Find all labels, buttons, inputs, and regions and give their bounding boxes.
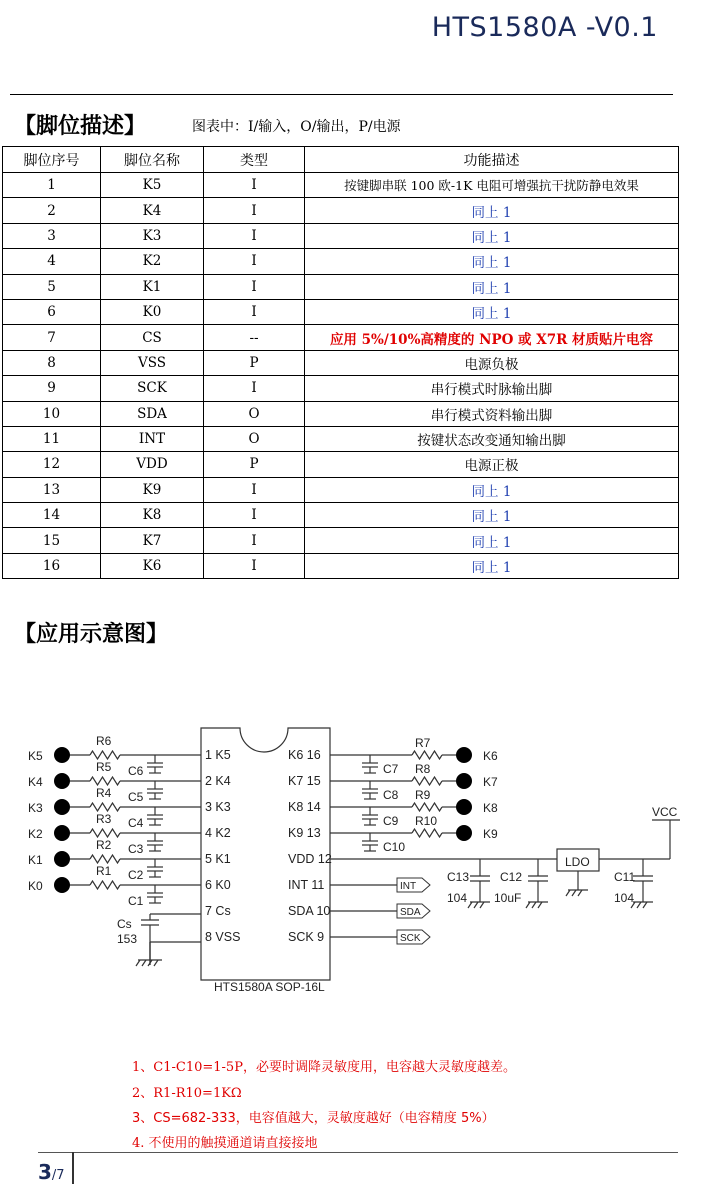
touch-pad-icon bbox=[54, 877, 70, 893]
pin-number-cell: 8 bbox=[3, 350, 101, 375]
right-resistor-label: R9 bbox=[415, 788, 431, 802]
pin-type-cell: -- bbox=[204, 325, 305, 350]
pin-name-cell: K0 bbox=[101, 299, 204, 324]
pin-function-cell: 电源负极 bbox=[305, 350, 679, 375]
chip-left-pin: 2 K4 bbox=[205, 774, 231, 788]
pin-name-cell: K5 bbox=[101, 173, 204, 198]
pin-type-cell: O bbox=[204, 426, 305, 451]
col-pin-number: 脚位序号 bbox=[3, 147, 101, 173]
right-key-label: K7 bbox=[483, 775, 498, 789]
output-port-label: INT bbox=[400, 881, 417, 892]
pin-name-cell: VDD bbox=[101, 452, 204, 477]
resistor-symbol bbox=[90, 777, 120, 785]
left-key-label: K3 bbox=[28, 801, 43, 815]
left-key-label: K4 bbox=[28, 775, 43, 789]
left-cap-label: C6 bbox=[128, 764, 144, 778]
note-4: 4. 不使用的触摸通道请直接接地 bbox=[132, 1136, 318, 1151]
resistor-symbol bbox=[90, 751, 120, 759]
left-cap-label: C5 bbox=[128, 790, 144, 804]
left-resistor-label: R3 bbox=[96, 812, 112, 826]
output-port-label: SCK bbox=[400, 933, 421, 944]
left-key-label: K2 bbox=[28, 827, 43, 841]
touch-pad-icon bbox=[54, 851, 70, 867]
pin-function-cell: 电源正极 bbox=[305, 452, 679, 477]
left-resistor-label: R2 bbox=[96, 838, 112, 852]
resistor-symbol bbox=[412, 829, 442, 837]
c12-label: C12 bbox=[500, 870, 523, 884]
c11-value: 104 bbox=[614, 891, 635, 905]
page-number bbox=[38, 1160, 65, 1184]
c12-value: 10uF bbox=[494, 891, 522, 905]
touch-pad-icon bbox=[54, 773, 70, 789]
pin-type-cell: P bbox=[204, 452, 305, 477]
pin-number-cell: 11 bbox=[3, 426, 101, 451]
table-row bbox=[3, 198, 679, 223]
pin-function-cell: 串行模式资料输出脚 bbox=[305, 401, 679, 426]
page-total: /7 bbox=[51, 1168, 65, 1183]
resistor-symbol bbox=[90, 803, 120, 811]
pin-function-cell: 同上 1 bbox=[305, 503, 679, 528]
table-row bbox=[3, 299, 679, 324]
resistor-symbol bbox=[90, 881, 120, 889]
left-key-label: K5 bbox=[28, 749, 43, 763]
chip-right-pin: SCK 9 bbox=[288, 930, 325, 944]
resistor-symbol bbox=[90, 855, 120, 863]
note-2: 2、R1-R10=1KΩ bbox=[132, 1086, 242, 1101]
pin-table-header bbox=[3, 147, 679, 173]
chip-left-pin: 3 K3 bbox=[205, 800, 231, 814]
right-resistor-label: R8 bbox=[415, 762, 431, 776]
output-port-label: SDA bbox=[400, 907, 421, 918]
resistor-symbol bbox=[412, 751, 442, 759]
pin-number-cell: 10 bbox=[3, 401, 101, 426]
table-row bbox=[3, 503, 679, 528]
resistor-symbol bbox=[412, 803, 442, 811]
left-cap-label: C1 bbox=[128, 894, 144, 908]
right-cap-label: C7 bbox=[383, 762, 399, 776]
table-row bbox=[3, 350, 679, 375]
chip-left-pin: 6 K0 bbox=[205, 878, 231, 892]
pin-number-cell: 12 bbox=[3, 452, 101, 477]
pin-function-cell: 同上 1 bbox=[305, 299, 679, 324]
table-row bbox=[3, 426, 679, 451]
resistor-symbol bbox=[412, 777, 442, 785]
touch-pad-icon bbox=[456, 773, 472, 789]
left-resistor-label: R6 bbox=[96, 734, 112, 748]
pin-type-legend: 图表中：I/输入，O/输出，P/电源 bbox=[192, 119, 401, 135]
table-row bbox=[3, 376, 679, 401]
left-resistor-label: R1 bbox=[96, 864, 112, 878]
chip-right-pin: K6 16 bbox=[288, 748, 321, 762]
pin-number-cell: 9 bbox=[3, 376, 101, 401]
pin-type-cell: I bbox=[204, 274, 305, 299]
vcc-label: VCC bbox=[652, 805, 678, 819]
pin-name-cell: K6 bbox=[101, 553, 204, 578]
chip-right-pin: INT 11 bbox=[288, 878, 325, 892]
chip-left-pin: 4 K2 bbox=[205, 826, 231, 840]
touch-pad-icon bbox=[456, 747, 472, 763]
pin-number-cell: 4 bbox=[3, 249, 101, 274]
col-pin-type: 类型 bbox=[204, 147, 305, 173]
pin-name-cell: SDA bbox=[101, 401, 204, 426]
pin-name-cell: K3 bbox=[101, 223, 204, 248]
pin-function-cell: 同上 1 bbox=[305, 249, 679, 274]
right-key-label: K9 bbox=[483, 827, 498, 841]
pin-type-cell: I bbox=[204, 528, 305, 553]
chip-right-pin: K9 13 bbox=[288, 826, 321, 840]
table-row bbox=[3, 477, 679, 502]
table-row bbox=[3, 249, 679, 274]
pin-function-cell: 串行模式时脉输出脚 bbox=[305, 376, 679, 401]
table-row bbox=[3, 401, 679, 426]
chip-right-pin: K7 15 bbox=[288, 774, 321, 788]
pin-function-cell: 同上 1 bbox=[305, 477, 679, 502]
ldo-label: LDO bbox=[565, 855, 590, 869]
left-resistor-label: R5 bbox=[96, 760, 112, 774]
header-rule bbox=[10, 94, 673, 95]
c11-label: C11 bbox=[614, 870, 636, 884]
col-pin-function: 功能描述 bbox=[305, 147, 679, 173]
chip-label: HTS1580A SOP-16L bbox=[214, 980, 325, 994]
application-schematic bbox=[0, 680, 710, 1000]
col-pin-name: 脚位名称 bbox=[101, 147, 204, 173]
right-key-label: K6 bbox=[483, 749, 498, 763]
pin-type-cell: I bbox=[204, 198, 305, 223]
pin-name-cell: K9 bbox=[101, 477, 204, 502]
left-resistor-label: R4 bbox=[96, 786, 112, 800]
pin-type-cell: O bbox=[204, 401, 305, 426]
pin-name-cell: INT bbox=[101, 426, 204, 451]
table-row bbox=[3, 553, 679, 578]
pin-name-cell: VSS bbox=[101, 350, 204, 375]
application-diagram-heading: 【应用示意图】 bbox=[14, 622, 169, 647]
table-row bbox=[3, 173, 679, 198]
pin-number-cell: 16 bbox=[3, 553, 101, 578]
pin-type-cell: I bbox=[204, 553, 305, 578]
table-row bbox=[3, 452, 679, 477]
c13-value: 104 bbox=[447, 891, 468, 905]
pin-number-cell: 6 bbox=[3, 299, 101, 324]
pin-function-cell: 同上 1 bbox=[305, 223, 679, 248]
touch-pad-icon bbox=[54, 747, 70, 763]
pin-name-cell: K1 bbox=[101, 274, 204, 299]
right-key-label: K8 bbox=[483, 801, 498, 815]
table-row bbox=[3, 223, 679, 248]
chip-right-pin: K8 14 bbox=[288, 800, 321, 814]
pin-number-cell: 15 bbox=[3, 528, 101, 553]
chip-left-pin: 5 K1 bbox=[205, 852, 231, 866]
pin-function-cell: 同上 1 bbox=[305, 274, 679, 299]
touch-pad-icon bbox=[456, 825, 472, 841]
pin-type-cell: I bbox=[204, 299, 305, 324]
chip-left-pin: 8 VSS bbox=[205, 930, 241, 944]
pin-number-cell: 14 bbox=[3, 503, 101, 528]
pin-function-cell: 按键脚串联 100 欧-1K 电阻可增强抗干扰防静电效果 bbox=[305, 173, 679, 198]
touch-pad-icon bbox=[54, 825, 70, 841]
touch-pad-icon bbox=[54, 799, 70, 815]
left-cap-label: C4 bbox=[128, 816, 144, 830]
note-1: 1、C1-C10=1-5P，必要时调降灵敏度用，电容越大灵敏度越差。 bbox=[132, 1060, 516, 1075]
pin-number-cell: 13 bbox=[3, 477, 101, 502]
pin-type-cell: I bbox=[204, 477, 305, 502]
pin-name-cell: K2 bbox=[101, 249, 204, 274]
pin-description-heading: 【脚位描述】 bbox=[14, 114, 147, 139]
pin-name-cell: K8 bbox=[101, 503, 204, 528]
pin-type-cell: I bbox=[204, 249, 305, 274]
pin-number-cell: 3 bbox=[3, 223, 101, 248]
left-cap-label: C3 bbox=[128, 842, 144, 856]
pin-name-cell: CS bbox=[101, 325, 204, 350]
pin-function-cell: 按键状态改变通知输出脚 bbox=[305, 426, 679, 451]
chip-right-pin: VDD 12 bbox=[288, 852, 332, 866]
chip-left-pin: 1 K5 bbox=[205, 748, 231, 762]
pin-number-cell: 5 bbox=[3, 274, 101, 299]
cs-value: 153 bbox=[117, 932, 138, 946]
pin-type-cell: I bbox=[204, 503, 305, 528]
left-key-label: K0 bbox=[28, 879, 43, 893]
pin-name-cell: K7 bbox=[101, 528, 204, 553]
left-cap-label: C2 bbox=[128, 868, 144, 882]
pin-function-cell: 同上 1 bbox=[305, 528, 679, 553]
footer-rule bbox=[38, 1152, 678, 1153]
c13-label: C13 bbox=[447, 870, 470, 884]
pin-function-cell: 应用 5%/10%高精度的 NPO 或 X7R 材质贴片电容 bbox=[305, 325, 679, 350]
pin-type-cell: I bbox=[204, 223, 305, 248]
document-title: HTS1580A -V0.1 bbox=[431, 12, 658, 43]
pin-table bbox=[2, 146, 679, 579]
page-current: 3 bbox=[38, 1160, 52, 1184]
chip-right-pin: SDA 10 bbox=[288, 904, 331, 918]
resistor-symbol bbox=[90, 829, 120, 837]
table-row bbox=[3, 325, 679, 350]
pin-number-cell: 1 bbox=[3, 173, 101, 198]
pin-number-cell: 7 bbox=[3, 325, 101, 350]
pin-type-cell: P bbox=[204, 350, 305, 375]
right-resistor-label: R10 bbox=[415, 814, 438, 828]
pin-type-cell: I bbox=[204, 173, 305, 198]
footer-divider bbox=[72, 1152, 74, 1184]
pin-name-cell: SCK bbox=[101, 376, 204, 401]
pin-type-cell: I bbox=[204, 376, 305, 401]
right-cap-label: C10 bbox=[383, 840, 406, 854]
table-row bbox=[3, 528, 679, 553]
pin-number-cell: 2 bbox=[3, 198, 101, 223]
touch-pad-icon bbox=[456, 799, 472, 815]
cs-label: Cs bbox=[117, 917, 132, 931]
right-cap-label: C9 bbox=[383, 814, 399, 828]
table-row bbox=[3, 274, 679, 299]
pin-function-cell: 同上 1 bbox=[305, 198, 679, 223]
chip-left-pin: 7 Cs bbox=[205, 904, 231, 918]
pin-name-cell: K4 bbox=[101, 198, 204, 223]
right-cap-label: C8 bbox=[383, 788, 399, 802]
right-resistor-label: R7 bbox=[415, 736, 431, 750]
pin-function-cell: 同上 1 bbox=[305, 553, 679, 578]
note-3: 3、CS=682-333，电容值越大，灵敏度越好（电容精度 5%） bbox=[132, 1111, 495, 1126]
left-key-label: K1 bbox=[28, 853, 43, 867]
